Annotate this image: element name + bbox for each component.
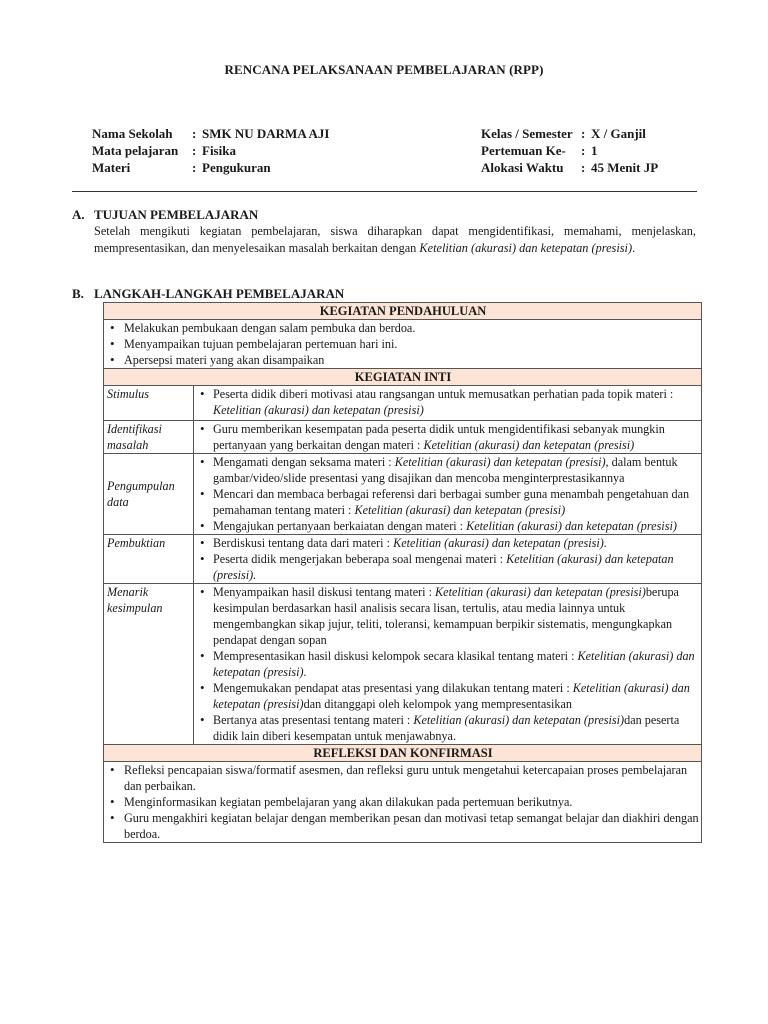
- section-b-heading: [72, 286, 344, 302]
- pendahuluan-cell: [104, 320, 702, 369]
- identity-value: Fisika: [202, 143, 236, 158]
- step-label: Identifikasi masalah: [104, 421, 194, 454]
- identity-key: Kelas / Semester: [481, 126, 573, 141]
- identity-key: Nama Sekolah: [92, 126, 173, 141]
- section-number: A.: [72, 207, 85, 222]
- section-title: TUJUAN PEMBELAJARAN: [94, 207, 259, 222]
- list-item: • Refleksi pencapaian siswa/formatif asesmen, dan refleksi guru untuk mengetahui ketercapaian proses pembelajaran dan perbaikan.: [107, 762, 699, 794]
- identity-left: [92, 125, 329, 176]
- table-row: [104, 303, 702, 320]
- identity-key: Materi: [92, 160, 131, 175]
- table-row: [104, 745, 702, 762]
- refleksi-cell: [104, 762, 702, 843]
- list-item: • Bertanya atas presentasi tentang materi : Ketelitian (akurasi) dan ketepatan (presisi)dan peserta didik lain diberi kesempatan untuk menjawabnya.: [197, 712, 699, 744]
- section-title: LANGKAH-LANGKAH PEMBELAJARAN: [94, 286, 345, 301]
- table-row: [104, 535, 702, 584]
- step-label: Pengumpulan data: [104, 454, 194, 535]
- bullet-list: [197, 535, 699, 583]
- list-item: • Mengamati dengan seksama materi : Ketelitian (akurasi) dan ketepatan (presisi), dalam bentuk gambar/video/slide presentasi yang disajikan dan mencoba menginterprestasikannya: [197, 454, 699, 486]
- table-row: [104, 454, 702, 535]
- lesson-steps-table: [103, 302, 702, 843]
- section-number: B.: [72, 286, 84, 301]
- bullet-list: [197, 421, 699, 453]
- identity-key: Pertemuan Ke-: [481, 143, 566, 158]
- bullet-list: [197, 386, 699, 420]
- document-title: RENCANA PELAKSANAAN PEMBELAJARAN (RPP): [224, 62, 544, 77]
- bullet-list: [197, 584, 699, 744]
- identity-value: 1: [591, 143, 598, 158]
- list-item: • Berdiskusi tentang data dari materi : Ketelitian (akurasi) dan ketepatan (presisi).: [197, 535, 699, 551]
- identity-row: Materi : Pengukuran: [92, 160, 271, 175]
- step-label: Menarik kesimpulan: [104, 584, 194, 745]
- bullet-list: [107, 320, 699, 368]
- step-content: [194, 584, 702, 745]
- refleksi-header: REFLEKSI DAN KONFIRMASI: [104, 745, 702, 762]
- step-label: Pembuktian: [104, 535, 194, 584]
- list-item: • Mengemukakan pendapat atas presentasi yang dilakukan tentang materi : Ketelitian (akurasi) dan ketepatan (presisi)dan ditanggapi oleh kelompok yang mempresentasikan: [197, 680, 699, 712]
- divider-line: [72, 191, 697, 192]
- identity-row: Nama Sekolah : SMK NU DARMA AJI: [92, 126, 330, 141]
- step-content: [194, 386, 702, 421]
- step-content: [194, 535, 702, 584]
- list-item: • Peserta didik diberi motivasi atau rangsangan untuk memusatkan perhatian pada topik materi : Ketelitian (akurasi) dan ketepatan (presisi): [197, 386, 699, 420]
- list-item: • Mempresentasikan hasil diskusi kelompok secara klasikal tentang materi : Ketelitian (akurasi) dan ketepatan (presisi).: [197, 648, 699, 680]
- list-item: • Guru mengakhiri kegiatan belajar dengan memberikan pesan dan motivasi tetap semangat belajar dan diakhiri dengan berdoa.: [107, 810, 699, 842]
- section-a-heading: [72, 207, 258, 223]
- list-item: • Menginformasikan kegiatan pembelajaran yang akan dilakukan pada pertemuan berikutnya.: [107, 794, 699, 810]
- objective-paragraph: Setelah mengikuti kegiatan pembelajaran, siswa diharapkan dapat mengidentifikasi, memahami, menjelaskan, mempresentasikan, dan menyelesaikan masalah berkaitan dengan Ketelitian (akurasi) dan ketepatan (presisi).: [94, 224, 696, 255]
- bullet-list: [107, 762, 699, 842]
- identity-key: Alokasi Waktu: [481, 160, 564, 175]
- step-content: [194, 454, 702, 535]
- identity-row: Kelas / Semester : X / Ganjil: [481, 126, 646, 141]
- table-row: [104, 762, 702, 843]
- table-row: [104, 421, 702, 454]
- identity-row: Mata pelajaran : Fisika: [92, 143, 236, 158]
- list-item: • Melakukan pembukaan dengan salam pembuka dan berdoa.: [107, 320, 699, 336]
- identity-row: Alokasi Waktu : 45 Menit JP: [481, 160, 659, 175]
- table-row: [104, 320, 702, 369]
- table-row: [104, 386, 702, 421]
- list-item: • Menyampaikan tujuan pembelajaran pertemuan hari ini.: [107, 336, 699, 352]
- list-item: • Mengajukan pertanyaan berkaiatan dengan materi : Ketelitian (akurasi) dan ketepatan (presisi): [197, 518, 699, 534]
- list-item: • Mencari dan membaca berbagai referensi dari berbagai sumber guna menambah pengetahuan dan pemahaman tentang materi : Ketelitian (akurasi) dan ketepatan (presisi): [197, 486, 699, 518]
- list-item: • Menyampaikan hasil diskusi tentang materi : Ketelitian (akurasi) dan ketepatan (presisi)berupa kesimpulan berdasarkan hasil analisis secara lisan, tertulis, atau media lainnya untuk mengembangkan sikap jujur, teliti, toleransi, kemampuan berpikir sistematis, mengungkapkan pendapat dengan sopan: [197, 584, 699, 648]
- identity-value: SMK NU DARMA AJI: [202, 126, 330, 141]
- identity-key: Mata pelajaran: [92, 143, 179, 158]
- list-item: • Peserta didik mengerjakan beberapa soal mengenai materi : Ketelitian (akurasi) dan ketepatan (presisi).: [197, 551, 699, 583]
- identity-value: 45 Menit JP: [591, 160, 659, 175]
- bullet-list: [197, 454, 699, 534]
- pendahuluan-header: KEGIATAN PENDAHULUAN: [104, 303, 702, 320]
- table-row: [104, 584, 702, 745]
- list-item: • Apersepsi materi yang akan disampaikan: [107, 352, 699, 368]
- identity-value: Pengukuran: [202, 160, 271, 175]
- list-item: • Guru memberikan kesempatan pada peserta didik untuk mengidentifikasi sebanyak mungkin pertanyaan yang berkaitan dengan materi : Ketelitian (akurasi) dan ketepatan (presisi): [197, 421, 699, 453]
- table-row: [104, 369, 702, 386]
- step-label: Stimulus: [104, 386, 194, 421]
- identity-value: X / Ganjil: [591, 126, 646, 141]
- inti-header: KEGIATAN INTI: [104, 369, 702, 386]
- step-content: [194, 421, 702, 454]
- identity-right: [481, 125, 658, 176]
- identity-row: Pertemuan Ke- : 1: [481, 143, 598, 158]
